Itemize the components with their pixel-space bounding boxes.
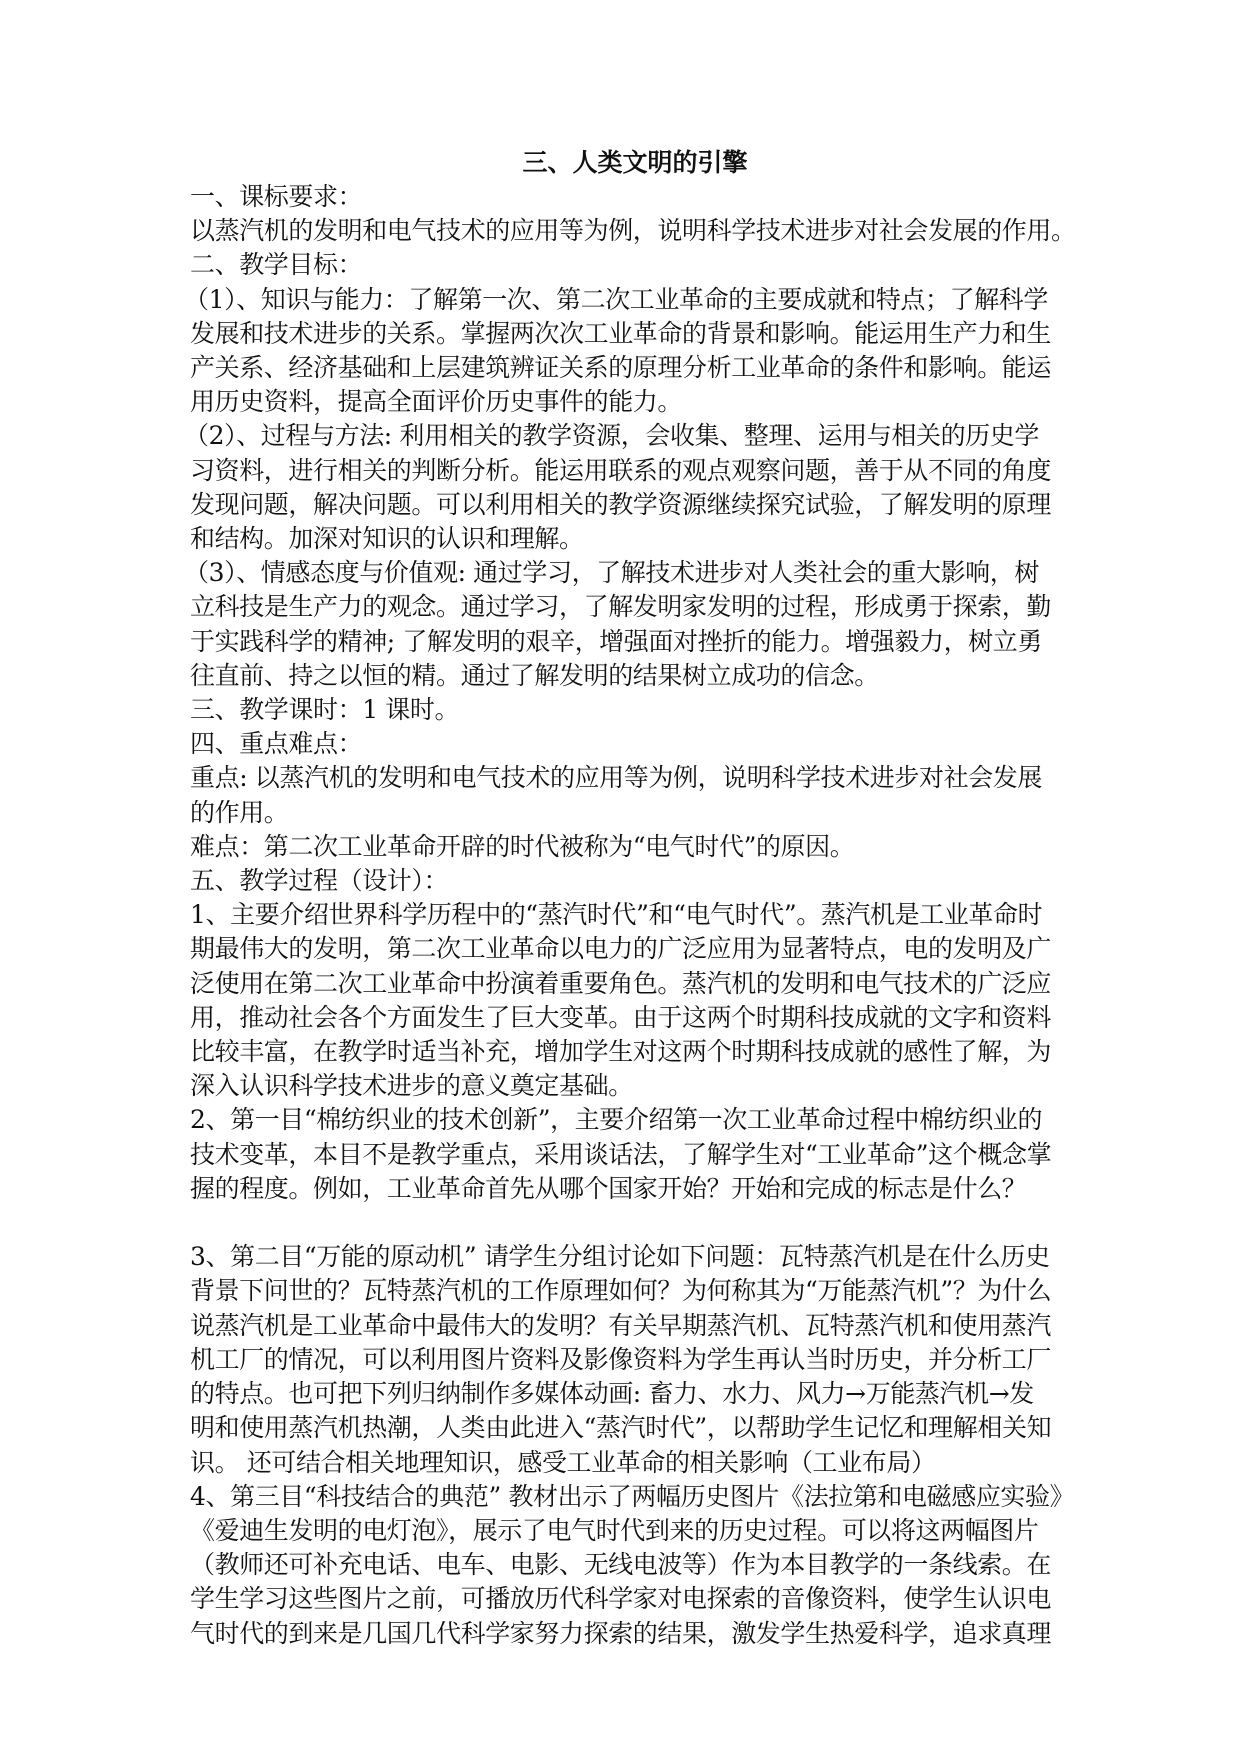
- document-page: [184, 146, 1076, 1651]
- text-line: 和结构。加深对知识的认识和理解。: [190, 524, 584, 554]
- text-line: （2）、过程与方法: 利用相关的教学资源，会收集、整理、运用与相关的历史学: [184, 421, 1039, 451]
- text-line: 技术变革，本目不是教学重点，采用谈话法，了解学生对“工业革命”这个概念掌: [190, 1139, 1052, 1169]
- text-line: 期最伟大的发明，第二次工业革命以电力的广泛应用为显著特点，电的发明及广: [190, 934, 1052, 964]
- text-line: 深入认识科学技术进步的意义奠定基础。: [190, 1071, 633, 1101]
- text-line: 识。 还可结合相关地理知识，感受工业革命的相关影响（工业布局）: [190, 1447, 936, 1477]
- text-line: 说蒸汽机是工业革命中最伟大的发明？有关早期蒸汽机、瓦特蒸汽机和使用蒸汽: [190, 1310, 1052, 1340]
- text-line: （教师还可补充电话、电车、电影、无线电波等）作为本目教学的一条线索。在: [190, 1550, 1052, 1580]
- document-title: 三、人类文明的引擎: [522, 148, 748, 177]
- text-line: 泛使用在第二次工业革命中扮演着重要角色。蒸汽机的发明和电气技术的广泛应: [190, 968, 1052, 998]
- text-line: （1）、知识与能力：了解第一次、第二次工业革命的主要成就和特点；了解科学: [184, 284, 1049, 314]
- text-line: 立科技是生产力的观念。通过学习，了解发明家发明的过程，形成勇于探索，勤: [190, 592, 1052, 622]
- text-line: 《爱迪生发明的电灯泡》，展示了电气时代到来的历史过程。可以将这两幅图片: [190, 1515, 1039, 1545]
- text-line: 握的程度。例如，工业革命首先从哪个国家开始？开始和完成的标志是什么？: [190, 1173, 1027, 1203]
- text-line: （3）、情感态度与价值观: 通过学习，了解技术进步对人类社会的重大影响，树: [184, 558, 1039, 588]
- document-body: [184, 180, 1076, 1651]
- text-line: 于实践科学的精神; 了解发明的艰辛，增强面对挫折的能力。增强毅力，树立勇: [190, 626, 1042, 656]
- text-line: 的特点。也可把下列归纳制作多媒体动画: 畜力、水力、风力→万能蒸汽机→发: [190, 1379, 1034, 1409]
- section-heading-standards: 一、课标要求：: [190, 182, 363, 211]
- text-line: 难点：第二次工业革命开辟的时代被称为“电气时代”的原因。: [190, 831, 855, 861]
- text-line: 3、第二目“万能的原动机” 请学生分组讨论如下问题：瓦特蒸汽机是在什么历史: [190, 1242, 1050, 1272]
- text-line: 以蒸汽机的发明和电气技术的应用等为例，说明科学技术进步对社会发展的作用。: [190, 216, 1076, 246]
- section-heading-hours: 三、教学课时：1 课时。: [190, 695, 460, 725]
- text-line: 产关系、经济基础和上层建筑辨证关系的原理分析工业革命的条件和影响。能运: [190, 353, 1052, 383]
- text-line: 发现问题，解决问题。可以利用相关的教学资源继续探究试验，了解发明的原理: [190, 489, 1052, 519]
- text-line: 习资料，进行相关的判断分析。能运用联系的观点观察问题，善于从不同的角度: [190, 455, 1052, 485]
- blank-line: [190, 1206, 1070, 1240]
- text-line: 用历史资料，提高全面评价历史事件的能力。: [190, 387, 683, 417]
- text-line: 的作用。: [190, 797, 289, 827]
- section-heading-key-points: 四、重点难点：: [190, 729, 363, 759]
- text-line: 明和使用蒸汽机热潮，人类由此进入“蒸汽时代”，以帮助学生记忆和理解相关知: [190, 1413, 1052, 1443]
- text-line: 重点: 以蒸汽机的发明和电气技术的应用等为例，说明科学技术进步对社会发展: [190, 763, 1042, 793]
- text-line: 发展和技术进步的关系。掌握两次次工业革命的背景和影响。能运用生产力和生: [190, 318, 1052, 348]
- text-line: 比较丰富，在教学时适当补充，增加学生对这两个时期科技成就的感性了解，为: [190, 1037, 1052, 1067]
- text-line: 机工厂的情况，可以利用图片资料及影像资料为学生再认当时历史，并分析工厂: [190, 1344, 1052, 1374]
- text-line: 学生学习这些图片之前，可播放历代科学家对电探索的音像资料，使学生认识电: [190, 1584, 1052, 1614]
- text-line: 2、第一目“棉纺织业的技术创新”，主要介绍第一次工业革命过程中棉纺织业的: [190, 1105, 1043, 1135]
- section-heading-process: 五、教学过程（设计）：: [190, 866, 449, 896]
- text-line: 1、主要介绍世界科学历程中的“蒸汽时代”和“电气时代”。蒸汽机是工业革命时: [190, 900, 1043, 930]
- text-line: 气时代的到来是几国几代科学家努力探索的结果，激发学生热爱科学，追求真理: [190, 1618, 1052, 1648]
- text-line: 用，推动社会各个方面发生了巨大变革。由于这两个时期科技成就的文字和资料: [190, 1002, 1052, 1032]
- section-heading-objectives: 二、教学目标：: [190, 250, 363, 280]
- text-line: 往直前、持之以恒的精。通过了解发明的结果树立成功的信念。: [190, 660, 879, 690]
- text-line: 4、第三目“科技结合的典范” 教材出示了两幅历史图片《法拉第和电磁感应实验》: [190, 1481, 1075, 1511]
- text-line: 背景下问世的？瓦特蒸汽机的工作原理如何？为何称其为“万能蒸汽机”？为什么: [190, 1276, 1052, 1306]
